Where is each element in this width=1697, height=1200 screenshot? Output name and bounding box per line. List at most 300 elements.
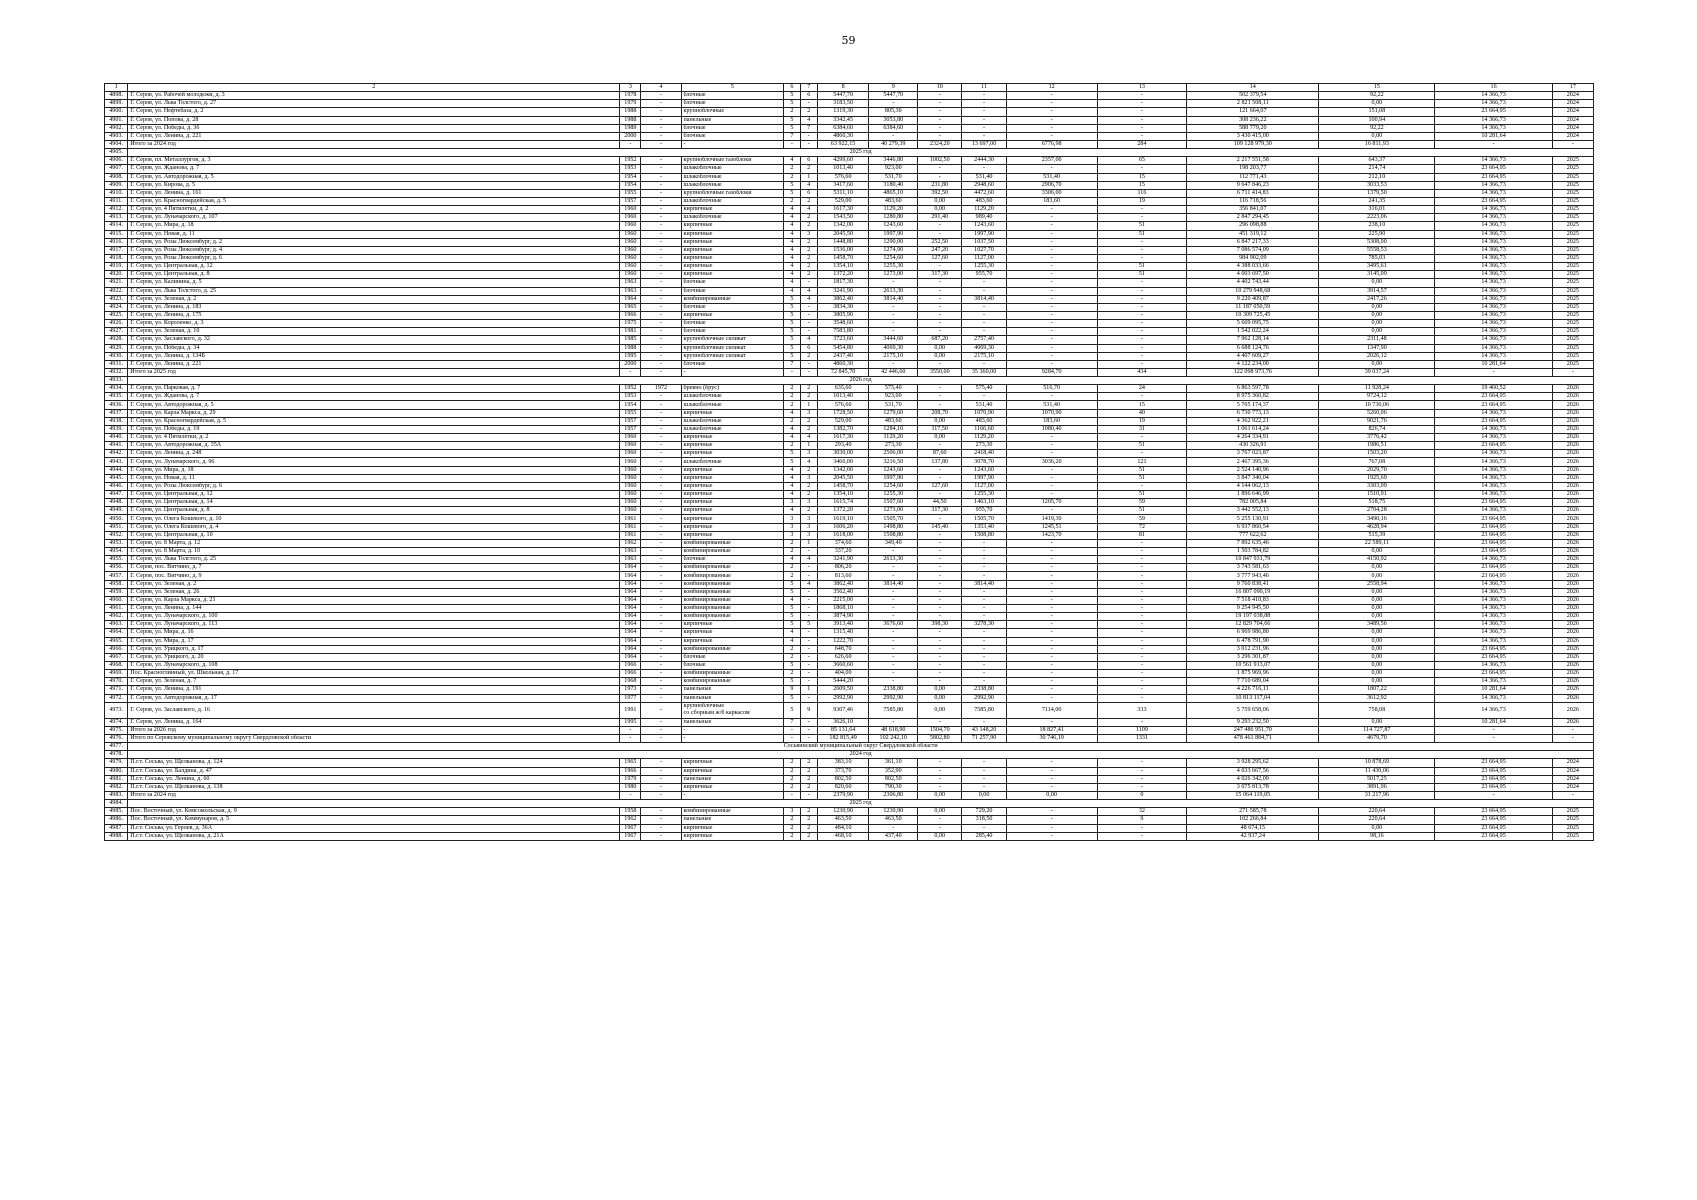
floors-cell: 5	[783, 458, 800, 466]
private-area-cell: -	[962, 588, 1006, 596]
planned-year-cell: 2025	[1552, 360, 1593, 368]
row-number-cell: 4944.	[105, 466, 128, 474]
wall-material-cell: кирпичные	[681, 637, 783, 645]
max-cost-per-m2-cell: 23 664,95	[1435, 108, 1552, 116]
wall-material-cell: панельные	[681, 775, 783, 783]
municipal-area-cell: -	[1006, 238, 1097, 246]
row-number-cell: 4962.	[105, 613, 128, 621]
municipal-area-cell: -	[1006, 254, 1097, 262]
residents-cell: -	[1097, 336, 1187, 344]
cost-per-m2-cell: 1503,20	[1319, 450, 1435, 458]
total-cost-cell: 588 779,20	[1187, 124, 1319, 132]
total-area-cell: 9307,46	[817, 702, 869, 718]
wall-material-cell: кирпичные	[681, 783, 783, 791]
non-residential-area-cell: -	[918, 670, 962, 678]
planned-year-cell: 2026	[1552, 670, 1593, 678]
wall-material-cell: кирпичные	[681, 482, 783, 490]
row-number-cell: 4979.	[105, 759, 128, 767]
total-cost-cell: 3 743 581,63	[1187, 564, 1319, 572]
build-year-cell: 1960	[620, 206, 641, 214]
private-area-cell: 1243,60	[962, 222, 1006, 230]
floors-cell: 2	[783, 108, 800, 116]
residents-cell: 59	[1097, 499, 1187, 507]
private-area-cell: 1166,60	[962, 425, 1006, 433]
planned-year-cell: 2026	[1552, 686, 1593, 694]
floors-cell: 2	[783, 759, 800, 767]
total-area-cell: 576,60	[817, 401, 869, 409]
non-residential-area-cell: -	[918, 645, 962, 653]
wall-material-cell: кирпичные	[681, 222, 783, 230]
total-area-cell: 4860,30	[817, 360, 869, 368]
wall-material-cell: кирпичные	[681, 621, 783, 629]
build-year-cell: 1967	[620, 824, 641, 832]
residents-cell: -	[1097, 295, 1187, 303]
max-cost-per-m2-cell: 14 366,73	[1435, 230, 1552, 238]
reconstruction-year-cell: -	[641, 605, 681, 613]
address-cell: Г. Серов, пос. Вятчино, д. 7	[128, 564, 620, 572]
living-area-cell: 1507,60	[869, 499, 918, 507]
living-area-cell: 2992,90	[869, 694, 918, 702]
floors-cell: 4	[783, 271, 800, 279]
entrances-cell: 6	[800, 92, 817, 100]
table-row	[105, 197, 1594, 205]
residents-cell: 19	[1097, 197, 1187, 205]
non-residential-area-cell: 0,00	[918, 791, 962, 799]
living-area-cell: 3180,40	[869, 181, 918, 189]
non-residential-area-cell: 5802,80	[918, 734, 962, 742]
reconstruction-year-cell: -	[641, 637, 681, 645]
living-area-cell: 3446,80	[869, 157, 918, 165]
build-year-cell: 1985	[620, 336, 641, 344]
residents-cell: 1331	[1097, 734, 1187, 742]
non-residential-area-cell: -	[918, 816, 962, 824]
row-number-cell: 4936.	[105, 401, 128, 409]
table-row	[105, 360, 1594, 368]
max-cost-per-m2-cell: 14 366,73	[1435, 263, 1552, 271]
build-year-cell: 1960	[620, 466, 641, 474]
total-cost-cell: 9 220 409,87	[1187, 295, 1319, 303]
floors-cell: -	[783, 368, 800, 376]
living-area-cell: 1129,20	[869, 434, 918, 442]
address-cell: Г. Серов, ул. Красногвардейская, д. 5	[128, 417, 620, 425]
entrances-cell: 6	[800, 189, 817, 197]
row-number-cell: 4958.	[105, 580, 128, 588]
private-area-cell: -	[962, 328, 1006, 336]
living-area-cell: 1997,90	[869, 230, 918, 238]
build-year-cell: 1957	[620, 417, 641, 425]
private-area-cell: -	[962, 548, 1006, 556]
max-cost-per-m2-cell: 14 366,73	[1435, 450, 1552, 458]
total-area-cell: 1543,50	[817, 214, 869, 222]
total-area-cell: 3874,90	[817, 613, 869, 621]
reconstruction-year-cell: -	[641, 596, 681, 604]
floors-cell: 4	[783, 466, 800, 474]
private-area-cell: 1997,90	[962, 230, 1006, 238]
wall-material-cell: крупноблочные газоблоки	[681, 157, 783, 165]
residents-cell: -	[1097, 124, 1187, 132]
entrances-cell: 2	[800, 824, 817, 832]
cost-per-m2-cell: 220,64	[1319, 808, 1435, 816]
living-area-cell: 1254,60	[869, 254, 918, 262]
non-residential-area-cell: -	[918, 759, 962, 767]
address-cell: Г. Серов, ул. Нефтебаза, д. 2	[128, 108, 620, 116]
municipal-area-cell: -	[1006, 393, 1097, 401]
build-year-cell: 1991	[620, 702, 641, 718]
planned-year-cell: 2026	[1552, 466, 1593, 474]
non-residential-area-cell: -	[918, 442, 962, 450]
column-number-cell: 16	[1435, 84, 1552, 92]
build-year-cell: 1964	[620, 580, 641, 588]
entrances-cell: 3	[800, 523, 817, 531]
living-area-cell: 923,00	[869, 165, 918, 173]
build-year-cell: 1963	[620, 279, 641, 287]
wall-material-cell: комбинированные	[681, 808, 783, 816]
entrances-cell: 1	[800, 173, 817, 181]
row-number-cell: 4906.	[105, 157, 128, 165]
living-area-cell: -	[869, 605, 918, 613]
cost-per-m2-cell: 0,00	[1319, 311, 1435, 319]
residents-cell: -	[1097, 482, 1187, 490]
cost-per-m2-cell: 2704,28	[1319, 507, 1435, 515]
address-cell: Г. Серов, ул. Центральная, д. 12	[128, 491, 620, 499]
wall-material-cell: комбинированные	[681, 539, 783, 547]
non-residential-area-cell: -	[918, 629, 962, 637]
row-number-cell: 4953.	[105, 539, 128, 547]
floors-cell: 4	[783, 434, 800, 442]
total-cost-cell: 9 254 945,50	[1187, 605, 1319, 613]
residents-cell: -	[1097, 214, 1187, 222]
municipal-area-cell: -	[1006, 328, 1097, 336]
floors-cell: 3	[783, 531, 800, 539]
build-year-cell: 1964	[620, 588, 641, 596]
row-number-cell: 4919.	[105, 263, 128, 271]
address-cell: Г. Серов, ул. Розы Люксембург, д. 6	[128, 482, 620, 490]
max-cost-per-m2-cell: 23 664,95	[1435, 653, 1552, 661]
residents-cell: -	[1097, 670, 1187, 678]
private-area-cell: -	[962, 718, 1006, 726]
total-cost-cell: 9 760 838,41	[1187, 580, 1319, 588]
municipal-area-cell: 3036,20	[1006, 458, 1097, 466]
planned-year-cell: 2025	[1552, 197, 1593, 205]
reconstruction-year-cell: -	[641, 92, 681, 100]
planned-year-cell: 2026	[1552, 417, 1593, 425]
max-cost-per-m2-cell: 23 664,95	[1435, 824, 1552, 832]
reconstruction-year-cell: -	[641, 450, 681, 458]
living-area-cell: -	[869, 311, 918, 319]
total-area-cell: 182 815,49	[817, 734, 869, 742]
non-residential-area-cell: 0,00	[918, 434, 962, 442]
total-area-cell: 1617,30	[817, 206, 869, 214]
entrances-cell: 5	[800, 621, 817, 629]
max-cost-per-m2-cell: 14 366,73	[1435, 458, 1552, 466]
reconstruction-year-cell: -	[641, 734, 681, 742]
cost-per-m2-cell: 31 217,96	[1319, 791, 1435, 799]
row-number-cell: 4959.	[105, 588, 128, 596]
living-area-cell: 531,70	[869, 401, 918, 409]
build-year-cell: 1978	[620, 92, 641, 100]
municipal-area-cell: -	[1006, 344, 1097, 352]
private-area-cell: 1353,40	[962, 523, 1006, 531]
wall-material-cell: блочные	[681, 92, 783, 100]
total-area-cell: 3241,90	[817, 556, 869, 564]
reconstruction-year-cell: -	[641, 775, 681, 783]
planned-year-cell: 2025	[1552, 344, 1593, 352]
table-row	[105, 303, 1594, 311]
municipal-area-cell: -	[1006, 605, 1097, 613]
planned-year-cell: 2026	[1552, 539, 1593, 547]
living-area-cell: 1255,30	[869, 263, 918, 271]
private-area-cell: 1508,80	[962, 531, 1006, 539]
reconstruction-year-cell: -	[641, 100, 681, 108]
residents-cell: -	[1097, 824, 1187, 832]
row-number-cell: 4927.	[105, 328, 128, 336]
floors-cell: 5	[783, 100, 800, 108]
address-cell: П.г.т. Сосьва, ул. Щелканова, д. 124	[128, 759, 620, 767]
reconstruction-year-cell: -	[641, 548, 681, 556]
residents-cell: 40	[1097, 409, 1187, 417]
private-area-cell: 2444,30	[962, 157, 1006, 165]
max-cost-per-m2-cell: 23 664,95	[1435, 539, 1552, 547]
non-residential-area-cell: -	[918, 328, 962, 336]
private-area-cell: 1463,10	[962, 499, 1006, 507]
table-row	[105, 336, 1594, 344]
reconstruction-year-cell: -	[641, 238, 681, 246]
non-residential-area-cell: 0,00	[918, 344, 962, 352]
non-residential-area-cell: -	[918, 295, 962, 303]
row-number-cell: 4926.	[105, 320, 128, 328]
private-area-cell: 1255,30	[962, 263, 1006, 271]
build-year-cell: 1961	[620, 523, 641, 531]
table-row	[105, 507, 1594, 515]
row-number-cell: 4950.	[105, 515, 128, 523]
municipal-area-cell: -	[1006, 629, 1097, 637]
cost-per-m2-cell: 3891,96	[1319, 783, 1435, 791]
max-cost-per-m2-cell: 14 366,73	[1435, 320, 1552, 328]
private-area-cell: 3814,40	[962, 580, 1006, 588]
entrances-cell: -	[800, 637, 817, 645]
living-area-cell: 575,40	[869, 385, 918, 393]
planned-year-cell: 2025	[1552, 320, 1593, 328]
build-year-cell: -	[620, 791, 641, 799]
living-area-cell: 531,70	[869, 173, 918, 181]
cost-per-m2-cell: 114 727,87	[1319, 726, 1435, 734]
table-header	[105, 84, 1594, 92]
municipal-area-cell: -	[1006, 352, 1097, 360]
address-cell: Г. Серов, ул. Ленина, д. 144	[128, 605, 620, 613]
planned-year-cell: 2024	[1552, 124, 1593, 132]
municipal-area-cell: -	[1006, 824, 1097, 832]
max-cost-per-m2-cell: -	[1435, 726, 1552, 734]
wall-material-cell: кирпичные	[681, 824, 783, 832]
planned-year-cell: 2024	[1552, 783, 1593, 791]
table-row	[105, 491, 1594, 499]
residents-cell: 15	[1097, 173, 1187, 181]
wall-material-cell: блочные	[681, 360, 783, 368]
total-area-cell: 1382,70	[817, 425, 869, 433]
row-number-cell: 4967.	[105, 653, 128, 661]
private-area-cell: -	[962, 108, 1006, 116]
row-number: 4933.	[105, 377, 128, 385]
reconstruction-year-cell: -	[641, 434, 681, 442]
floors-cell: 4	[783, 409, 800, 417]
build-year-cell: 1989	[620, 124, 641, 132]
entrances-cell: -	[800, 596, 817, 604]
private-area-cell: 1129,20	[962, 206, 1006, 214]
address-cell: Г. Серов, ул. Розы Люксембург, д. 6	[128, 254, 620, 262]
private-area-cell: 531,40	[962, 173, 1006, 181]
total-area-cell: 1222,70	[817, 637, 869, 645]
residents-cell: -	[1097, 548, 1187, 556]
non-residential-area-cell: -	[918, 824, 962, 832]
max-cost-per-m2-cell: 14 366,73	[1435, 116, 1552, 124]
entrances-cell: 2	[800, 832, 817, 840]
non-residential-area-cell: 0,00	[918, 702, 962, 718]
non-residential-area-cell: 291,40	[918, 214, 962, 222]
non-residential-area-cell: -	[918, 678, 962, 686]
municipal-area-cell: -	[1006, 783, 1097, 791]
row-number-cell: 4986.	[105, 816, 128, 824]
max-cost-per-m2-cell: 14 366,73	[1435, 100, 1552, 108]
total-area-cell: 1354,10	[817, 263, 869, 271]
address-cell: Пос. Восточный, ул. Коммунаров, д. 5	[128, 816, 620, 824]
reconstruction-year-cell: -	[641, 808, 681, 816]
municipal-area-cell: 183,60	[1006, 417, 1097, 425]
total-cost-cell: 4 388 033,66	[1187, 263, 1319, 271]
residents-cell: -	[1097, 629, 1187, 637]
living-area-cell: -	[869, 548, 918, 556]
max-cost-per-m2-cell: 14 366,73	[1435, 580, 1552, 588]
wall-material-cell: блочные	[681, 132, 783, 140]
non-residential-area-cell: -	[918, 173, 962, 181]
reconstruction-year-cell: -	[641, 629, 681, 637]
non-residential-area-cell: -	[918, 515, 962, 523]
non-residential-area-cell: -	[918, 100, 962, 108]
table-row	[105, 539, 1594, 547]
address-cell: Г. Серов, ул. Ленина, д. 221	[128, 132, 620, 140]
cost-per-m2-cell: 5558,53	[1319, 246, 1435, 254]
residents-cell: -	[1097, 718, 1187, 726]
address-cell: Г. Серов, ул. 4 Пятилетки, д. 2	[128, 206, 620, 214]
floors-cell: 5	[783, 181, 800, 189]
wall-material-cell: шлакоблочные	[681, 165, 783, 173]
cost-per-m2-cell: 3914,57	[1319, 287, 1435, 295]
address-cell: Г. Серов, ул. Новая, д. 11	[128, 230, 620, 238]
max-cost-per-m2-cell: 23 664,95	[1435, 775, 1552, 783]
entrances-cell: 3	[800, 409, 817, 417]
living-area-cell: -	[869, 718, 918, 726]
row-number-cell: 4913.	[105, 214, 128, 222]
residents-cell: -	[1097, 132, 1187, 140]
entrances-cell: -	[800, 588, 817, 596]
table-row	[105, 661, 1594, 669]
reconstruction-year-cell: -	[641, 726, 681, 734]
living-area-cell: 1243,60	[869, 466, 918, 474]
address-cell: Г. Серов, ул. Ленина, д. 248	[128, 450, 620, 458]
entrances-cell: 2	[800, 466, 817, 474]
table-row	[105, 605, 1594, 613]
total-cost-cell: 1 061 614,24	[1187, 425, 1319, 433]
total-cost-cell: 6 730 773,13	[1187, 409, 1319, 417]
entrances-cell: 4	[800, 206, 817, 214]
build-year-cell: 1966	[620, 661, 641, 669]
cost-per-m2-cell: 0,00	[1319, 661, 1435, 669]
wall-material-cell: блочные	[681, 279, 783, 287]
column-number-cell: 10	[918, 84, 962, 92]
planned-year-cell: 2026	[1552, 588, 1593, 596]
row-number-cell: 4899.	[105, 100, 128, 108]
living-area-cell: 1997,90	[869, 474, 918, 482]
total-cost-cell: 1 896 646,99	[1187, 491, 1319, 499]
entrances-cell: 4	[800, 116, 817, 124]
total-area-cell: 3862,40	[817, 580, 869, 588]
build-year-cell: 1960	[620, 238, 641, 246]
cost-per-m2-cell: 3145,09	[1319, 271, 1435, 279]
table-row	[105, 181, 1594, 189]
wall-material-cell: -	[681, 791, 783, 799]
table-row	[105, 328, 1594, 336]
table-row	[105, 352, 1594, 360]
floors-cell: 4	[783, 214, 800, 222]
living-area-cell: 1290,00	[869, 238, 918, 246]
table-row	[105, 165, 1594, 173]
max-cost-per-m2-cell: 23 664,95	[1435, 165, 1552, 173]
reconstruction-year-cell: -	[641, 108, 681, 116]
row-number-cell: 4963.	[105, 621, 128, 629]
row-number-cell: 4907.	[105, 165, 128, 173]
municipal-area-cell: -	[1006, 311, 1097, 319]
municipal-area-cell: -	[1006, 580, 1097, 588]
entrances-cell: -	[800, 718, 817, 726]
address-cell: Г. Серов, ул. Центральная, д. 8	[128, 271, 620, 279]
planned-year-cell: 2026	[1552, 482, 1593, 490]
planned-year-cell: 2024	[1552, 116, 1593, 124]
residents-cell: 121	[1097, 458, 1187, 466]
reconstruction-year-cell: -	[641, 311, 681, 319]
row-number-cell: 4924.	[105, 303, 128, 311]
municipal-area-cell: -	[1006, 572, 1097, 580]
wall-material-cell: кирпичные	[681, 629, 783, 637]
cost-per-m2-cell: 2029,70	[1319, 466, 1435, 474]
total-cost-cell: 116 718,56	[1187, 197, 1319, 205]
total-area-cell: 3660,60	[817, 661, 869, 669]
non-residential-area-cell: 145,40	[918, 523, 962, 531]
address-cell: Г. Серов, ул. Калинина, д. 5	[128, 279, 620, 287]
planned-year-cell: 2025	[1552, 311, 1593, 319]
table-row	[105, 100, 1594, 108]
wall-material-cell: шлакоблочные	[681, 401, 783, 409]
non-residential-area-cell: 87,60	[918, 450, 962, 458]
floors-cell: 5	[783, 613, 800, 621]
build-year-cell: 1960	[620, 499, 641, 507]
floors-cell: -	[783, 140, 800, 148]
wall-material-cell: блочные	[681, 124, 783, 132]
non-residential-area-cell: 44,50	[918, 499, 962, 507]
reconstruction-year-cell: -	[641, 515, 681, 523]
non-residential-area-cell: 0,00	[918, 352, 962, 360]
residents-cell: -	[1097, 100, 1187, 108]
floors-cell: 2	[783, 385, 800, 393]
private-area-cell: -	[962, 678, 1006, 686]
non-residential-area-cell: -	[918, 320, 962, 328]
total-cost-cell: 271 585,78	[1187, 808, 1319, 816]
floors-cell: 2	[783, 832, 800, 840]
private-area-cell: -	[962, 92, 1006, 100]
cost-per-m2-cell: 98,16	[1319, 832, 1435, 840]
address-cell: Г. Серов, ул. Урицкого, д. 17	[128, 645, 620, 653]
non-residential-area-cell: -	[918, 637, 962, 645]
max-cost-per-m2-cell: 14 366,73	[1435, 214, 1552, 222]
reconstruction-year-cell: -	[641, 491, 681, 499]
